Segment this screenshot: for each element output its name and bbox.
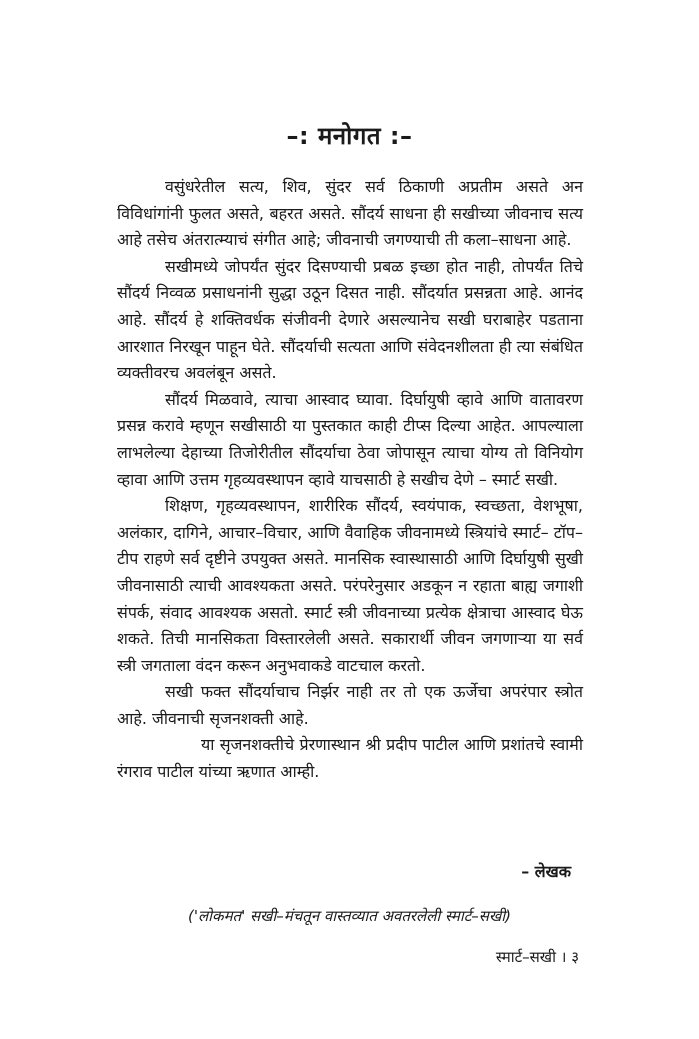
page-title: –: मनोगत :– <box>286 122 413 150</box>
page-footer: स्मार्ट–सखी । ३ <box>495 948 579 966</box>
paragraph: सखी फक्त सौंदर्याचाच निर्झर नाही तर तो एक ऊर्जेचा अपरंपार स्त्रोत आहे. जीवनाची सृजनशक्ती आहे. <box>117 682 583 728</box>
paragraph: शिक्षण, गृहव्यवस्थापन, शारीरिक सौंदर्य, स्वयंपाक, स्वच्छता, वेशभूषा, अलंकार, दागिने, आचार–विचार, आणि वैवाहिक जीवनामध्ये स्त्रियांचे स्मार्ट– टॉप–टीप राहणे सर्व दृष्टीने उपयुक्त असते. मानसिक स्वास्थासाठी आणि दिर्घायुषी सुखी जीवनासाठी त्याची आवश्यकता असते. परंपरेनुसार अडकून न रहाता बाह्य जगाशी संपर्क, संवाद आवश्यक असतो. स्मार्ट स्त्री जीवनाच्या प्रत्येक क्षेत्राचा आस्वाद घेऊ शकते. तिची मानसिकता विस्तारलेली असते. सकारार्थी जीवन जगणाऱ्या या सर्व स्त्री जगताला वंदन करून अनुभवाकडे वाटचाल करतो. <box>117 496 583 675</box>
author-signature: – लेखक <box>521 862 571 881</box>
source-note: ('लोकमत' सखी–मंचतून वास्तव्यात अवतरलेली स्मार्ट–सखी) <box>188 907 511 925</box>
paragraph: वसुंधरेतील सत्य, शिव, सुंदर सर्व ठिकाणी अप्रतीम असते अन विविधांगांनी फुलत असते, बहरत असते. सौंदर्य साधना ही सखीच्या जीवनाच सत्य आहे तसेच अंतरात्म्याचं संगीत आहे; जीवनाची जगण्याची ती कला–साधना आहे. <box>117 177 583 250</box>
body-text <box>117 174 583 786</box>
paragraph: या सृजनशक्तीचे प्रेरणास्थान श्री प्रदीप पाटील आणि प्रशांतचे स्वामी रंगराव पाटील यांच्या ऋणात आम्ही. <box>117 735 583 782</box>
paragraph: सौंदर्य मिळवावे, त्याचा आस्वाद घ्यावा. दिर्घायुषी व्हावे आणि वातावरण प्रसन्न करावे म्हणून सखीसाठी या पुस्तकात काही टीप्स दिल्या आहेत. आपल्याला लाभलेल्या देहाच्या तिजोरीतील सौंदर्याचा ठेवा जोपासून त्याचा योग्य तो विनियोग व्हावा आणि उत्तम गृहव्यवस्थापन व्हावे याचसाठी हे सखीच देणे – स्मार्ट सखी. <box>117 389 583 489</box>
paragraph: सखीमध्ये जोपर्यंत सुंदर दिसण्याची प्रबळ इच्छा होत नाही, तोपर्यंत तिचे सौंदर्य निव्वळ प्रसाधनांनी सुद्धा उठून दिसत नाही. सौंदर्यात प्रसन्नता आहे. आनंद आहे. सौंदर्य हे शक्तिवर्धक संजीवनी देणारे असल्यानेच सखी घराबाहेर पडताना आरशात निरखून पाहून घेते. सौंदर्याची सत्यता आणि संवेदनशीलता ही त्या संबंधित व्यक्तीवरच अवलंबून असते. <box>117 256 583 383</box>
